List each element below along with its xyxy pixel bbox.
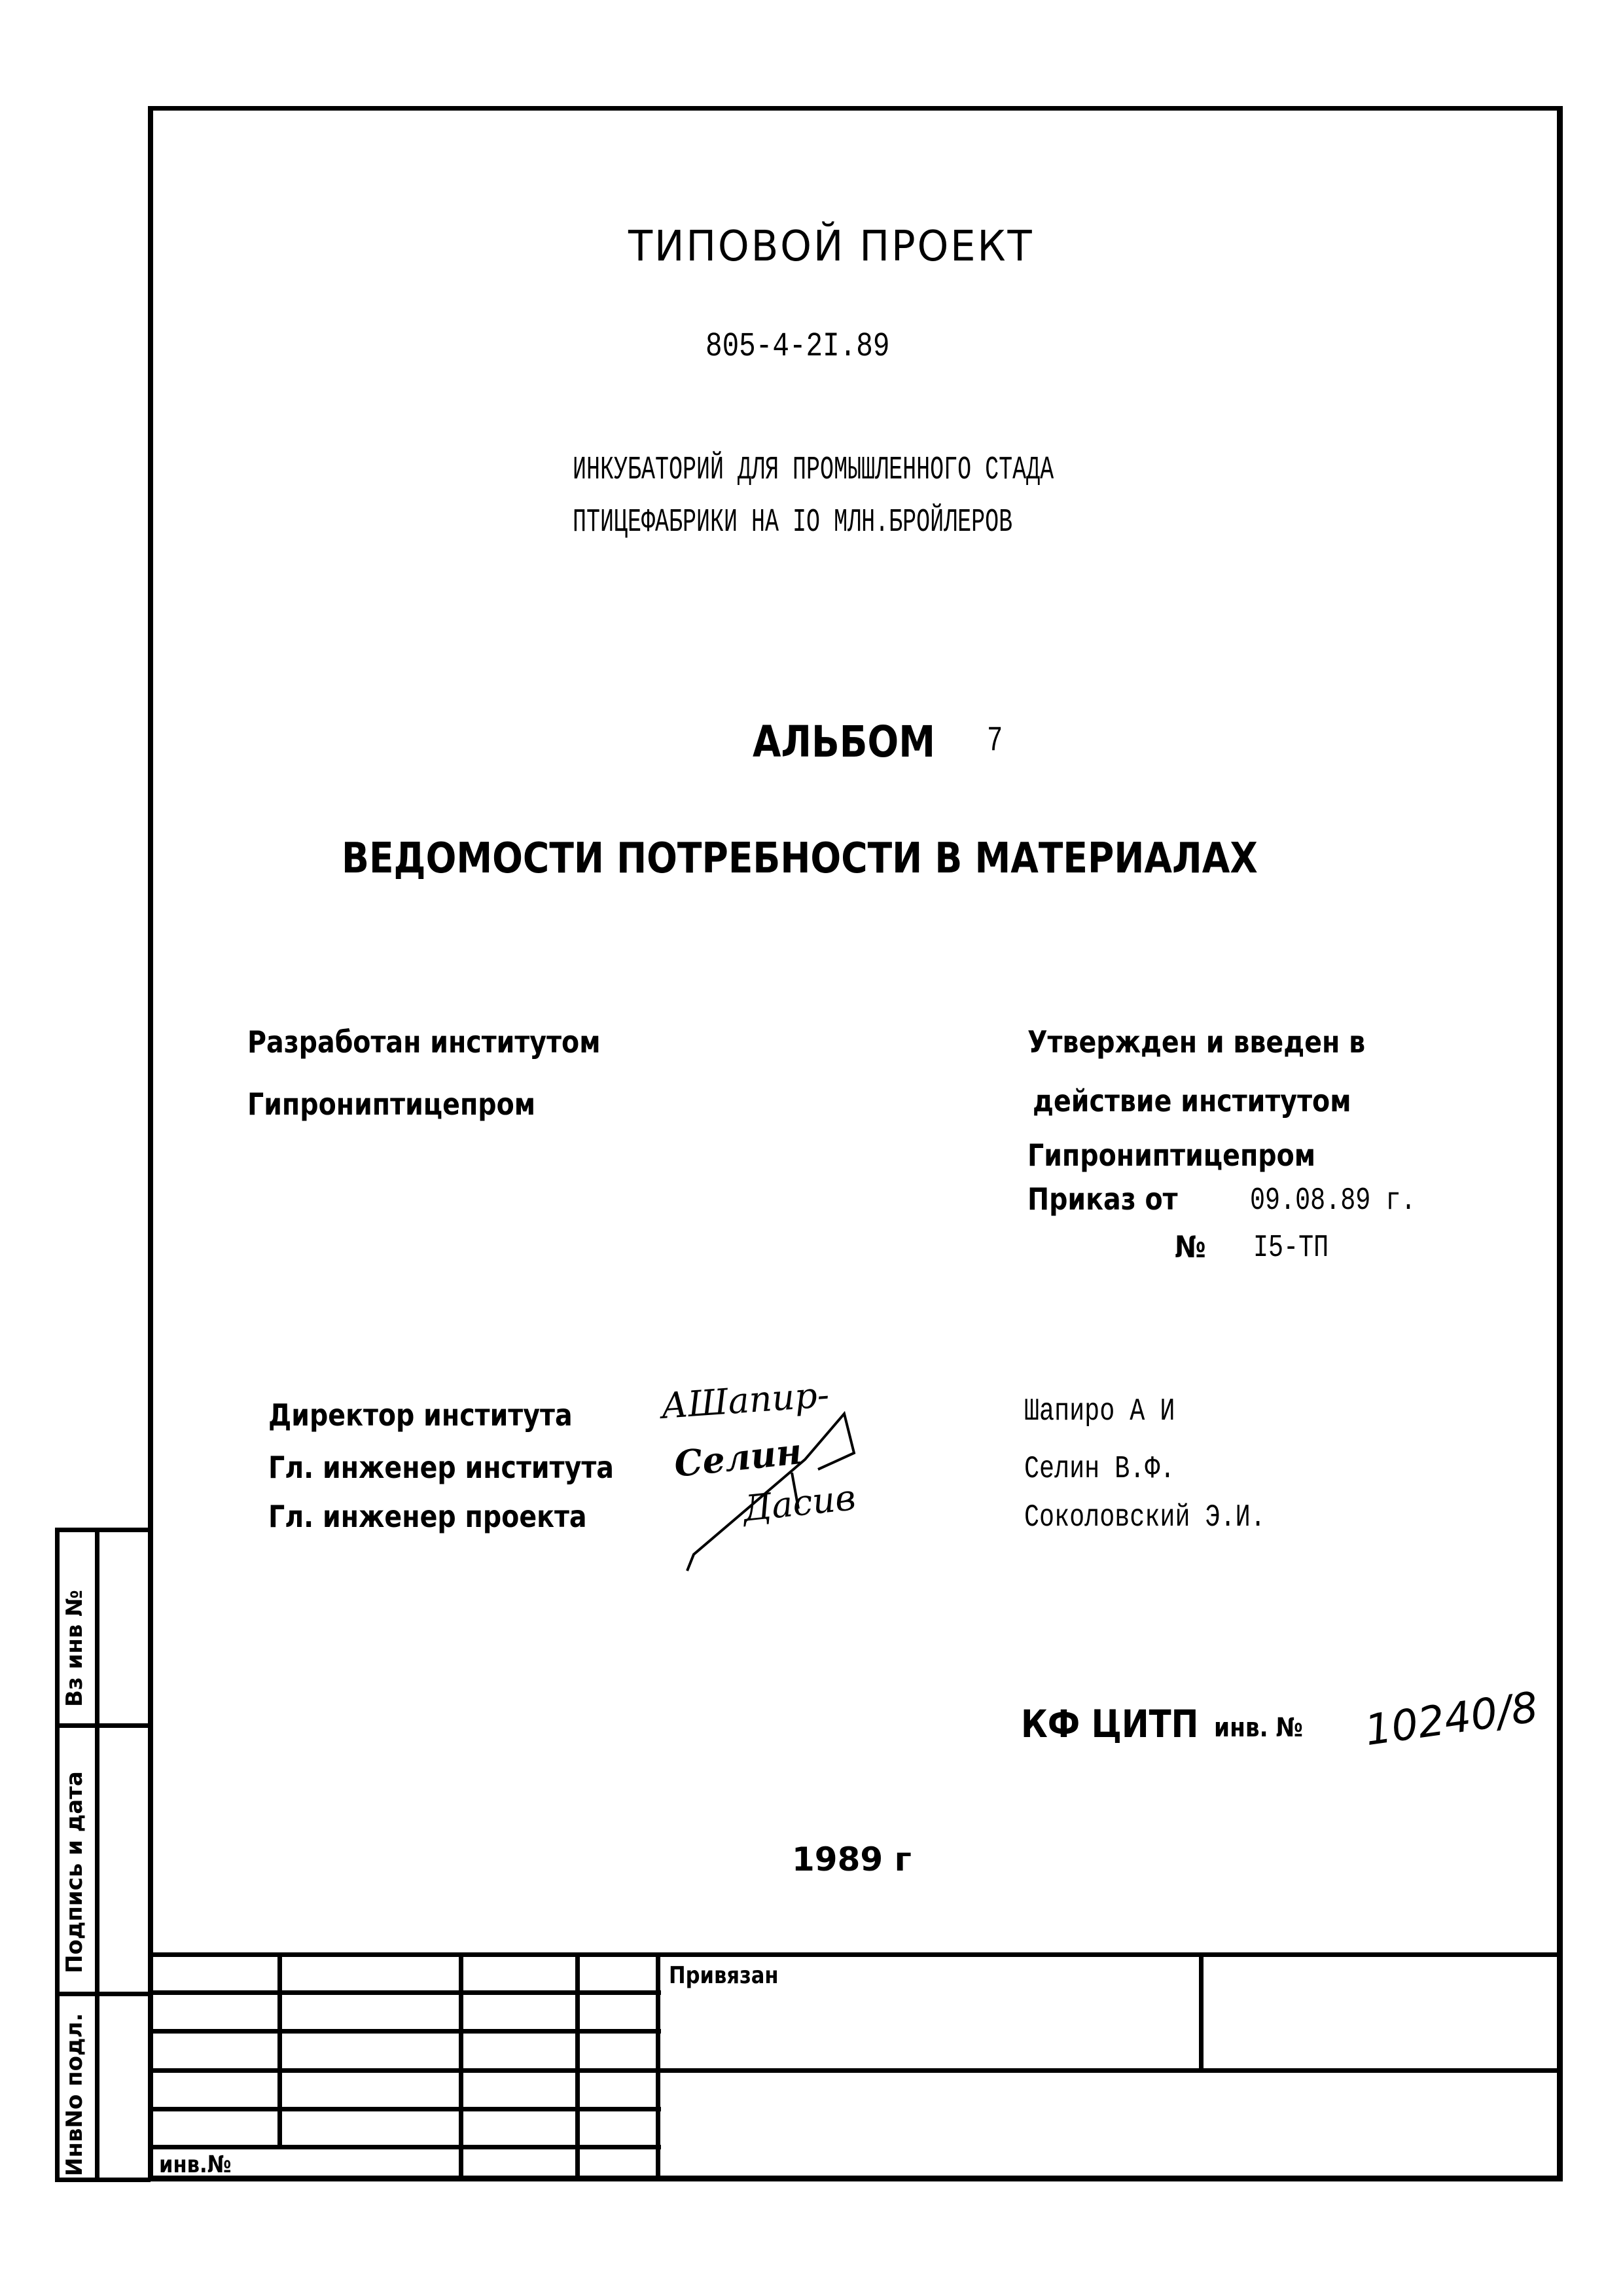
field-label-signature-date: Подпись и дата — [62, 1771, 88, 1973]
object-title-line-2: ПТИЦЕФАБРИКИ НА IO МЛН.БРОЙЛЕРОВ — [573, 504, 1013, 541]
approved-institute: Гипрониптицепром — [1027, 1138, 1316, 1173]
approved-line-2: действие институтом — [1033, 1083, 1351, 1119]
field-label-vz-inv: Вз инв № — [62, 1589, 88, 1707]
margin-strip-divider — [95, 1528, 99, 2182]
inv-number-label: инв.№ — [159, 2151, 232, 2178]
album-label: АЛЬБОМ — [753, 717, 936, 767]
grid-row-line — [151, 2145, 661, 2149]
signatory-name: Соколовский Э.И. — [1024, 1500, 1266, 1535]
bound-extra-field — [1205, 1958, 1559, 2066]
order-number: I5-ТП — [1253, 1230, 1329, 1266]
margin-strip-row-line — [55, 1723, 151, 1728]
approved-line-1: Утвержден и введен в — [1027, 1024, 1366, 1060]
bound-label: Привязан — [669, 1962, 779, 1989]
registry-inv-label: инв. № — [1214, 1713, 1304, 1743]
registry-stamp — [1021, 1702, 1228, 1746]
margin-strip-row-line — [55, 1992, 151, 1996]
signatory-name: Шапиро А И — [1024, 1394, 1175, 1429]
grid-row-line — [151, 2029, 661, 2034]
order-date: 09.08.89 г. — [1250, 1183, 1416, 1219]
signatory-position: Гл. инженер института — [268, 1450, 614, 1485]
registry-inv-number: 10240/8 — [1362, 1683, 1541, 1756]
object-title-line-1: ИНКУБАТОРИЙ ДЛЯ ПРОМЫШЛЕННОГО СТАДА — [573, 452, 1054, 489]
signature-image: Селин — [672, 1429, 804, 1486]
signature-image: АШапир- — [660, 1374, 830, 1427]
signature-flourish — [681, 1407, 877, 1577]
developed-by-institute: Гипрониптицепром — [247, 1086, 536, 1122]
grid-col-line — [1199, 1952, 1204, 2070]
project-code: 805-4-2I.89 — [705, 327, 890, 366]
signature-image: Дасив — [741, 1477, 858, 1530]
order-label: Приказ от — [1027, 1181, 1178, 1217]
album-number: 7 — [987, 721, 1003, 761]
order-number-label: № — [1175, 1229, 1206, 1265]
signatory-name: Селин В.Ф. — [1024, 1452, 1175, 1487]
document-header: ТИПОВОЙ ПРОЕКТ — [628, 223, 1034, 271]
signatory-position: Гл. инженер проекта — [268, 1499, 587, 1534]
grid-row-line — [151, 1990, 661, 1995]
signatory-position: Директор института — [268, 1397, 573, 1433]
grid-row-line — [151, 2068, 1563, 2073]
grid-col-line — [277, 1952, 282, 2147]
title-field — [662, 2075, 1559, 2178]
grid-col-line — [459, 1952, 463, 2181]
grid-row-line — [151, 2107, 661, 2111]
title-block-top-line — [151, 1952, 1563, 1957]
developed-by-label: Разработан институтом — [247, 1024, 601, 1060]
registry-prefix: КФ ЦИТП — [1021, 1702, 1199, 1746]
album-title: ВЕДОМОСТИ ПОТРЕБНОСТИ В МАТЕРИАЛАХ — [342, 834, 1258, 883]
grid-col-line — [575, 1952, 580, 2181]
document-year: 1989 г — [792, 1840, 912, 1878]
grid-col-line — [656, 1952, 660, 2181]
field-label-inv-orig: ИнвNо подл. — [62, 2013, 88, 2176]
bound-field — [662, 1983, 1196, 2065]
